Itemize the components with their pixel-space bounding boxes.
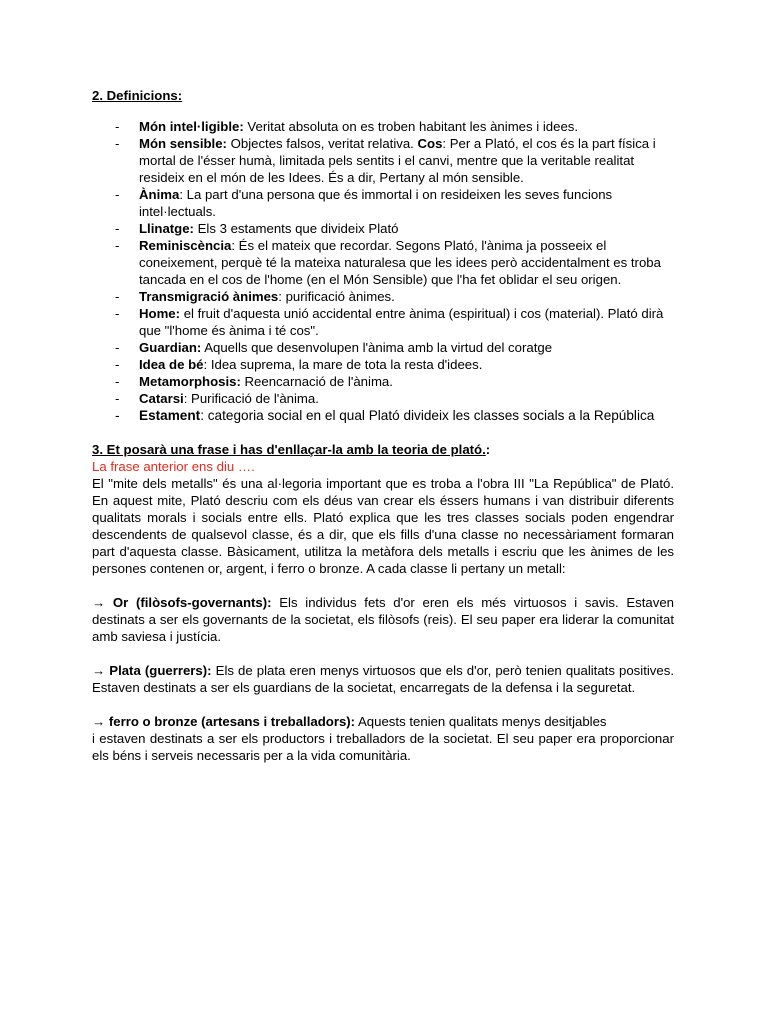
definition-term: Món sensible: [139,136,227,151]
definition-item [92,135,674,186]
definition-item [92,237,674,288]
definition-text: : purificació ànimes. [278,289,395,304]
definition-term: Home: [139,306,181,321]
definition-term: Ànima [139,187,180,202]
section-3-heading-colon: : [485,442,491,457]
definition-term: Món intel·ligible: [139,119,244,134]
definition-text: Objectes falsos, veritat relativa. [226,136,418,151]
definition-text: Veritat absoluta on es troben habitant les ànimes i idees. [243,119,579,134]
definition-text: Els 3 estaments que divideix Plató [193,221,399,236]
definition-text: Aquells que desenvolupen l'ànima amb la virtud del coratge [201,340,553,355]
definition-term: Estament [139,408,201,423]
list-dash: - [115,391,120,406]
definition-item [92,407,674,424]
definition-item [92,220,674,237]
definition-item [92,186,674,220]
myth-intro-paragraph: El "mite dels metalls" és una al·legoria important que es troba a l'obra III "La República" de Plató. En aquest mite, Plató descriu com els déus van crear els éssers humans i van distribuir diferents qualitats morals i socials entre ells. Plató explica que les tres classes socials poden engendrar descendents de qualsevol classe, és a dir, que els fills d'una classe no necessàriament formaran part d'aquesta classe. Bàsicament, utilitza la metàfora dels metalls i escriu que les ànimes de les persones contenen or, argent, i ferro o bronze. A cada classe li pertany un metall: [92,476,674,576]
section-3-heading [92,441,674,458]
definition-item [92,356,674,373]
definition-text: : És el mateix que recordar. Segons Plató, l'ànima ja posseeix el coneixement, perquè té la mateixa naturalesa que les idees però accidentalment es troba tancada en el cos de l'home (en el Món Sensible) que l'ha fet oblidar el seu origen. [139,238,661,287]
list-dash: - [115,408,120,423]
list-dash: - [115,340,120,355]
definition-term: Catarsi [139,391,184,406]
definition-term: Reminiscència [139,238,232,253]
definition-term: Metamorphosis: [139,374,241,389]
silver-text: Els de plata eren menys virtuosos que els d'or, però tenien qualitats positives. Estaven destinats a ser els guardians de la societat, encarregats de la defensa i la seguretat. [92,663,674,695]
gold-label: → Or (filòsofs-governants): [92,595,272,610]
list-dash: - [115,306,120,321]
section-3-heading-text: 3. Et posarà una frase i has d'enllaçar-la amb la teoria de plató. [92,442,486,457]
section-2-heading: 2. Definicions: [92,88,183,103]
definition-text: Reencarnació de l'ànima. [240,374,393,389]
list-dash: - [115,374,120,389]
document-page [92,87,674,764]
iron-text-line1: Aquests tenien qualitats menys desitjables [355,714,607,729]
list-dash: - [115,357,120,372]
list-dash: - [115,289,120,304]
definition-term: Idea de bé [139,357,204,372]
list-dash: - [115,119,120,134]
definition-text: : categoria social en el qual Plató divideix les classes socials a la República [200,408,655,423]
gold-paragraph [92,594,674,645]
silver-paragraph [92,662,674,696]
iron-first-line [92,713,674,730]
definition-item [92,339,674,356]
definition-text: el fruit d'aquesta unió accidental entre ànima (espiritual) i cos (material). Plató dirà que "l'home és ànima i té cos". [139,306,664,338]
definition-text: : Purificació de l'ànima. [183,391,319,406]
definition-item [92,305,674,339]
list-dash: - [115,187,120,202]
definition-item [92,288,674,305]
list-dash: - [115,238,120,253]
silver-label: → Plata (guerrers): [92,663,212,678]
definition-item [92,118,674,135]
list-dash: - [115,221,120,236]
red-intro-line: La frase anterior ens diu …. [92,459,255,474]
definition-term: Transmigració ànimes [139,289,279,304]
definition-item [92,373,674,390]
definition-text-secondary: : Per a Plató, el cos és la part física i mortal de l'ésser humà, limitada pels sentits i el canvi, mentre que la veritable realitat resideix en el món de les Idees. És a dir, Pertany al món sensible. [139,136,656,185]
definition-text: : La part d'una persona que és immortal i on resideixen les seves funcions intel·lectuals. [139,187,613,219]
definition-term-secondary: Cos [417,136,443,151]
definition-item [92,390,674,407]
gold-text: Els individus fets d'or eren els més virtuosos i savis. Estaven destinats a ser els governants de la societat, els filòsofs (reis). El seu paper era liderar la comunitat amb saviesa i justícia. [92,595,674,644]
definition-term: Llinatge: [139,221,194,236]
definitions-list [92,118,674,424]
list-dash: - [115,136,120,151]
definition-text: : Idea suprema, la mare de tota la resta d'idees. [203,357,483,372]
iron-paragraph: i estaven destinats a ser els productors i treballadors de la societat. El seu paper era proporcionar els béns i serveis necessaris per a la vida comunitària. [92,731,674,763]
definition-term: Guardian: [139,340,202,355]
iron-label: → ferro o bronze (artesans i treballadors): [92,714,356,729]
